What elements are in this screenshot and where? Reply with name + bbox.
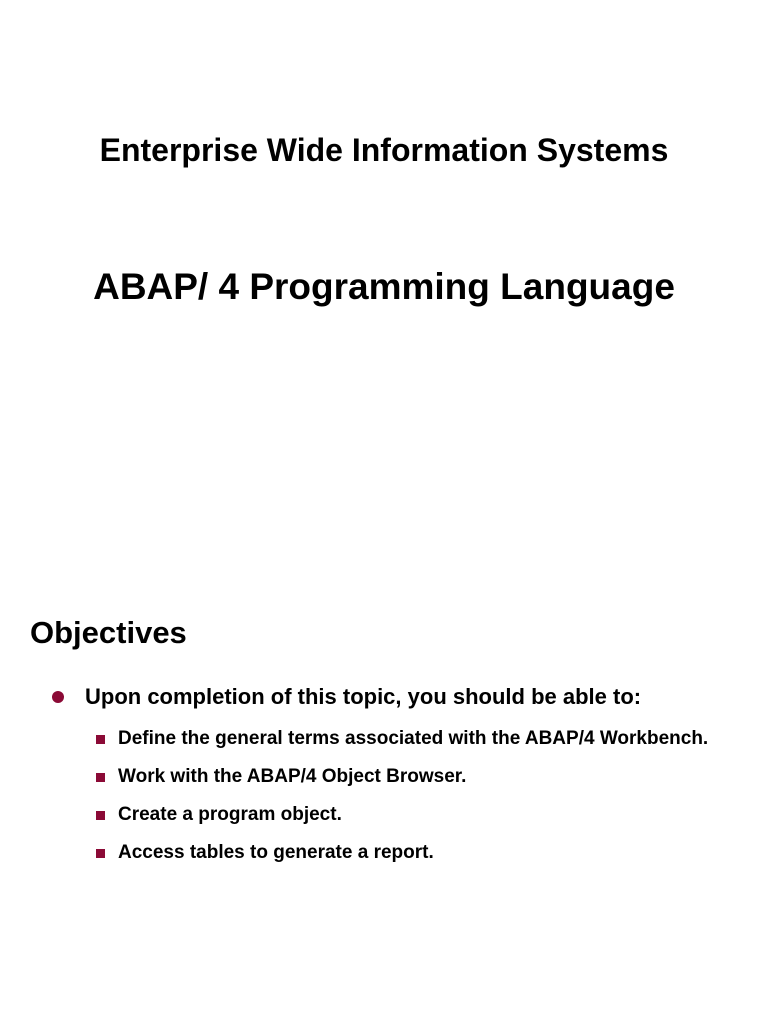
objectives-intro-bullet <box>52 683 641 711</box>
list-item-text: Define the general terms associated with the ABAP/4 Workbench. <box>118 728 709 749</box>
section-heading-objectives: Objectives <box>30 615 187 650</box>
square-bullet-icon <box>96 773 105 782</box>
round-bullet-icon <box>52 691 64 703</box>
page-title: Enterprise Wide Information Systems <box>99 132 669 168</box>
list-item <box>96 765 716 789</box>
objectives-intro-text: Upon completion of this topic, you should be able to: <box>85 684 642 709</box>
objectives-list <box>96 727 716 879</box>
square-bullet-icon <box>96 735 105 744</box>
list-item-text: Access tables to generate a report. <box>118 842 434 863</box>
square-bullet-icon <box>96 849 105 858</box>
list-item <box>96 803 716 827</box>
course-title: ABAP/ 4 Programming Language <box>93 266 675 307</box>
list-item-text: Work with the ABAP/4 Object Browser. <box>118 766 467 787</box>
list-item-text: Create a program object. <box>118 804 342 825</box>
list-item <box>96 727 716 751</box>
list-item <box>96 841 716 865</box>
square-bullet-icon <box>96 811 105 820</box>
